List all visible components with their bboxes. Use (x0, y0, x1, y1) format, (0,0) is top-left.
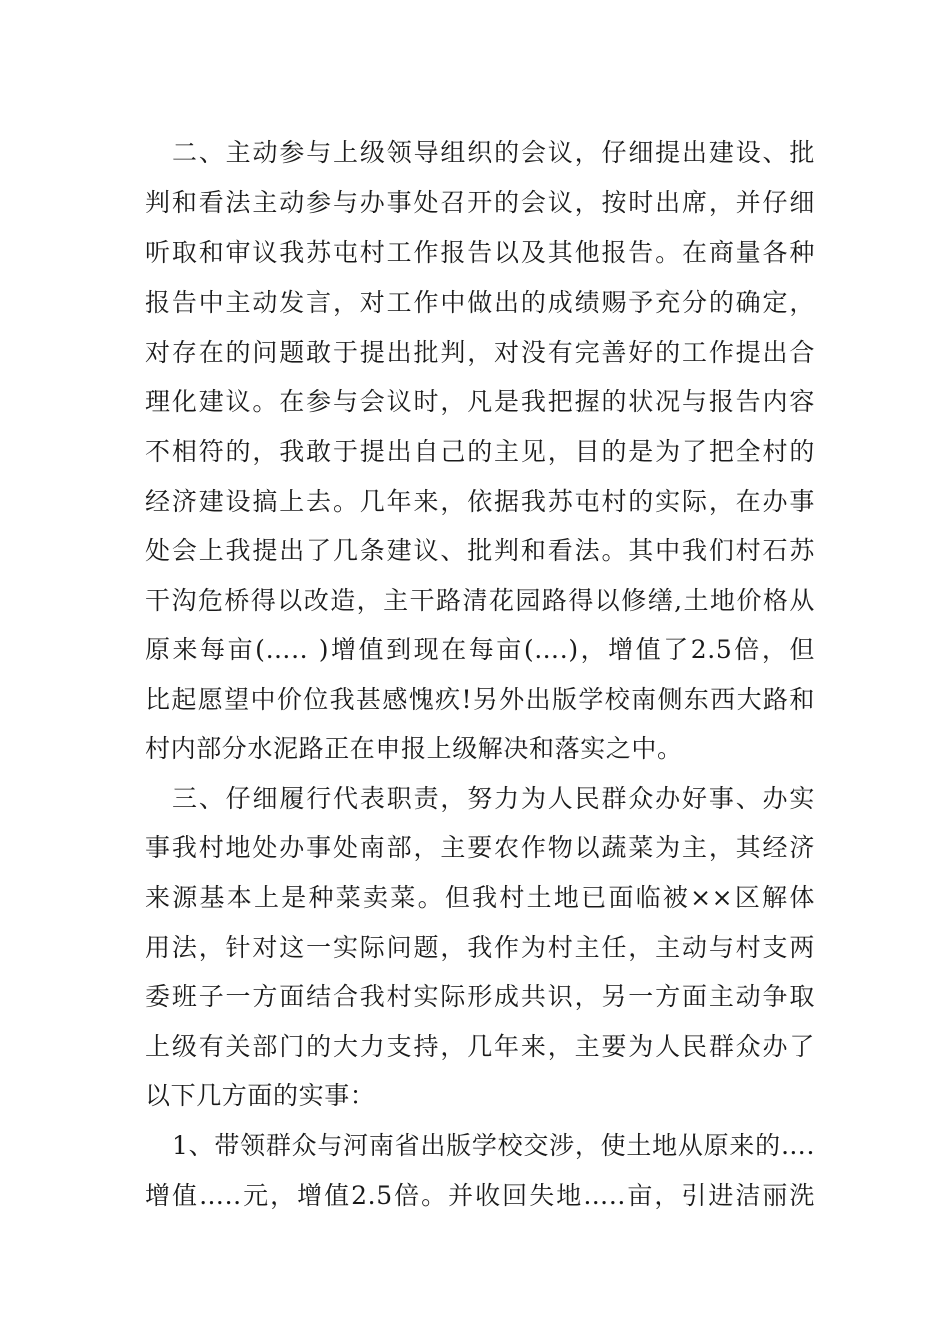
text-line: 上级有关部门的大力支持，几年来，主要为人民群众办了 (145, 1032, 815, 1061)
text-line: 委班子一方面结合我村实际形成共识，另一方面主动争取 (145, 982, 815, 1011)
text-line: 来源基本上是种菜卖菜。但我村土地已面临被××区解体 (145, 883, 815, 912)
text-line: 比起愿望中价位我甚感愧疚!另外出版学校南侧东西大路和 (145, 685, 815, 714)
text-line: 1、带领群众与河南省出版学校交涉，使土地从原来的…. (172, 1131, 815, 1160)
text-line: 以下几方面的实事： (145, 1081, 376, 1110)
text-line: 不相符的，我敢于提出自己的主见，目的是为了把全村的 (145, 437, 815, 466)
text-line: 判和看法主动参与办事处召开的会议，按时出席，并仔细 (145, 188, 815, 217)
text-line: 二、主动参与上级领导组织的会议，仔细提出建设、批 (172, 138, 815, 167)
text-line: 用法，针对这一实际问题，我作为村主任，主动与村支两 (145, 933, 815, 962)
text-line: 听取和审议我苏屯村工作报告以及其他报告。在商量各种 (145, 238, 815, 267)
text-line: 事我村地处办事处南部，主要农作物以蔬菜为主，其经济 (145, 833, 815, 862)
text-line: 原来每亩(….. )增值到现在每亩(….)，增值了2.5倍，但 (145, 635, 815, 664)
text-line: 处会上我提出了几条建议、批判和看法。其中我们村石苏 (145, 536, 815, 565)
text-line: 经济建设搞上去。几年来，依据我苏屯村的实际，在办事 (145, 487, 815, 516)
text-line: 对存在的问题敢于提出批判，对没有完善好的工作提出合 (145, 338, 815, 367)
text-line: 干沟危桥得以改造，主干路清花园路得以修缮,土地价格从 (145, 586, 815, 615)
text-line: 报告中主动发言，对工作中做出的成绩赐予充分的确定， (145, 288, 815, 317)
text-line: 村内部分水泥路正在申报上级解决和落实之中。 (145, 734, 683, 763)
text-line: 增值…..元，增值2.5倍。并收回失地…..亩，引进洁丽洗 (145, 1181, 815, 1210)
text-line: 理化建议。在参与会议时，凡是我把握的状况与报告内容 (145, 387, 815, 416)
text-line: 三、仔细履行代表职责，努力为人民群众办好事、办实 (172, 784, 815, 813)
